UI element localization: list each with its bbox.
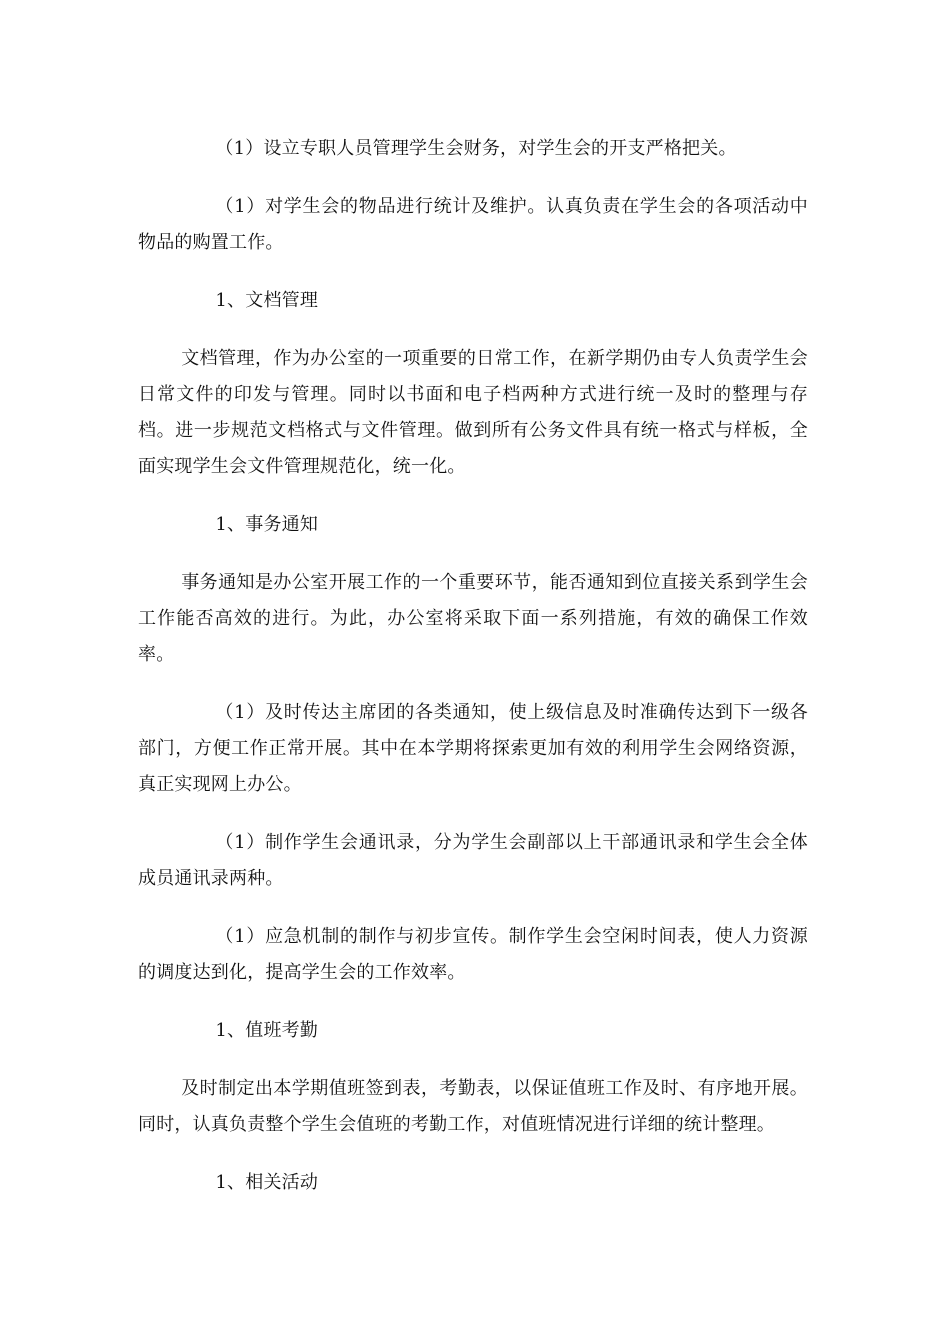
section-heading-notices: 1、事务通知	[215, 514, 319, 535]
paragraph-notices-item-3: （1）应急机制的制作与初步宣传。制作学生会空闲时间表，使人力资源的调度达到化，提高学生会的工作效率。	[138, 926, 808, 983]
document-body	[138, 131, 808, 1223]
paragraph-documents: 文档管理，作为办公室的一项重要的日常工作，在新学期仍由专人负责学生会日常文件的印发与管理。同时以书面和电子档两种方式进行统一及时的整理与存档。进一步规范文档格式与文件管理。做到所有公务文件具有统一格式与样板，全面实现学生会文件管理规范化，统一化。	[138, 348, 808, 477]
section-heading-attendance: 1、值班考勤	[215, 1020, 319, 1041]
section-heading-documents: 1、文档管理	[215, 290, 319, 311]
paragraph-notices-item-2: （1）制作学生会通讯录，分为学生会副部以上干部通讯录和学生会全体成员通讯录两种。	[138, 832, 808, 889]
paragraph-notices: 事务通知是办公室开展工作的一个重要环节，能否通知到位直接关系到学生会工作能否高效的进行。为此，办公室将采取下面一系列措施，有效的确保工作效率。	[138, 572, 808, 665]
paragraph-notices-item-1: （1）及时传达主席团的各类通知，使上级信息及时准确传达到下一级各部门，方便工作正常开展。其中在本学期将探索更加有效的利用学生会网络资源，真正实现网上办公。	[138, 702, 808, 795]
paragraph-supplies: （1）对学生会的物品进行统计及维护。认真负责在学生会的各项活动中物品的购置工作。	[138, 196, 808, 253]
paragraph-attendance: 及时制定出本学期值班签到表，考勤表，以保证值班工作及时、有序地开展。同时，认真负责整个学生会值班的考勤工作，对值班情况进行详细的统计整理。	[138, 1078, 808, 1135]
paragraph-finance: （1）设立专职人员管理学生会财务，对学生会的开支严格把关。	[215, 138, 737, 159]
section-heading-activities: 1、相关活动	[215, 1172, 319, 1193]
